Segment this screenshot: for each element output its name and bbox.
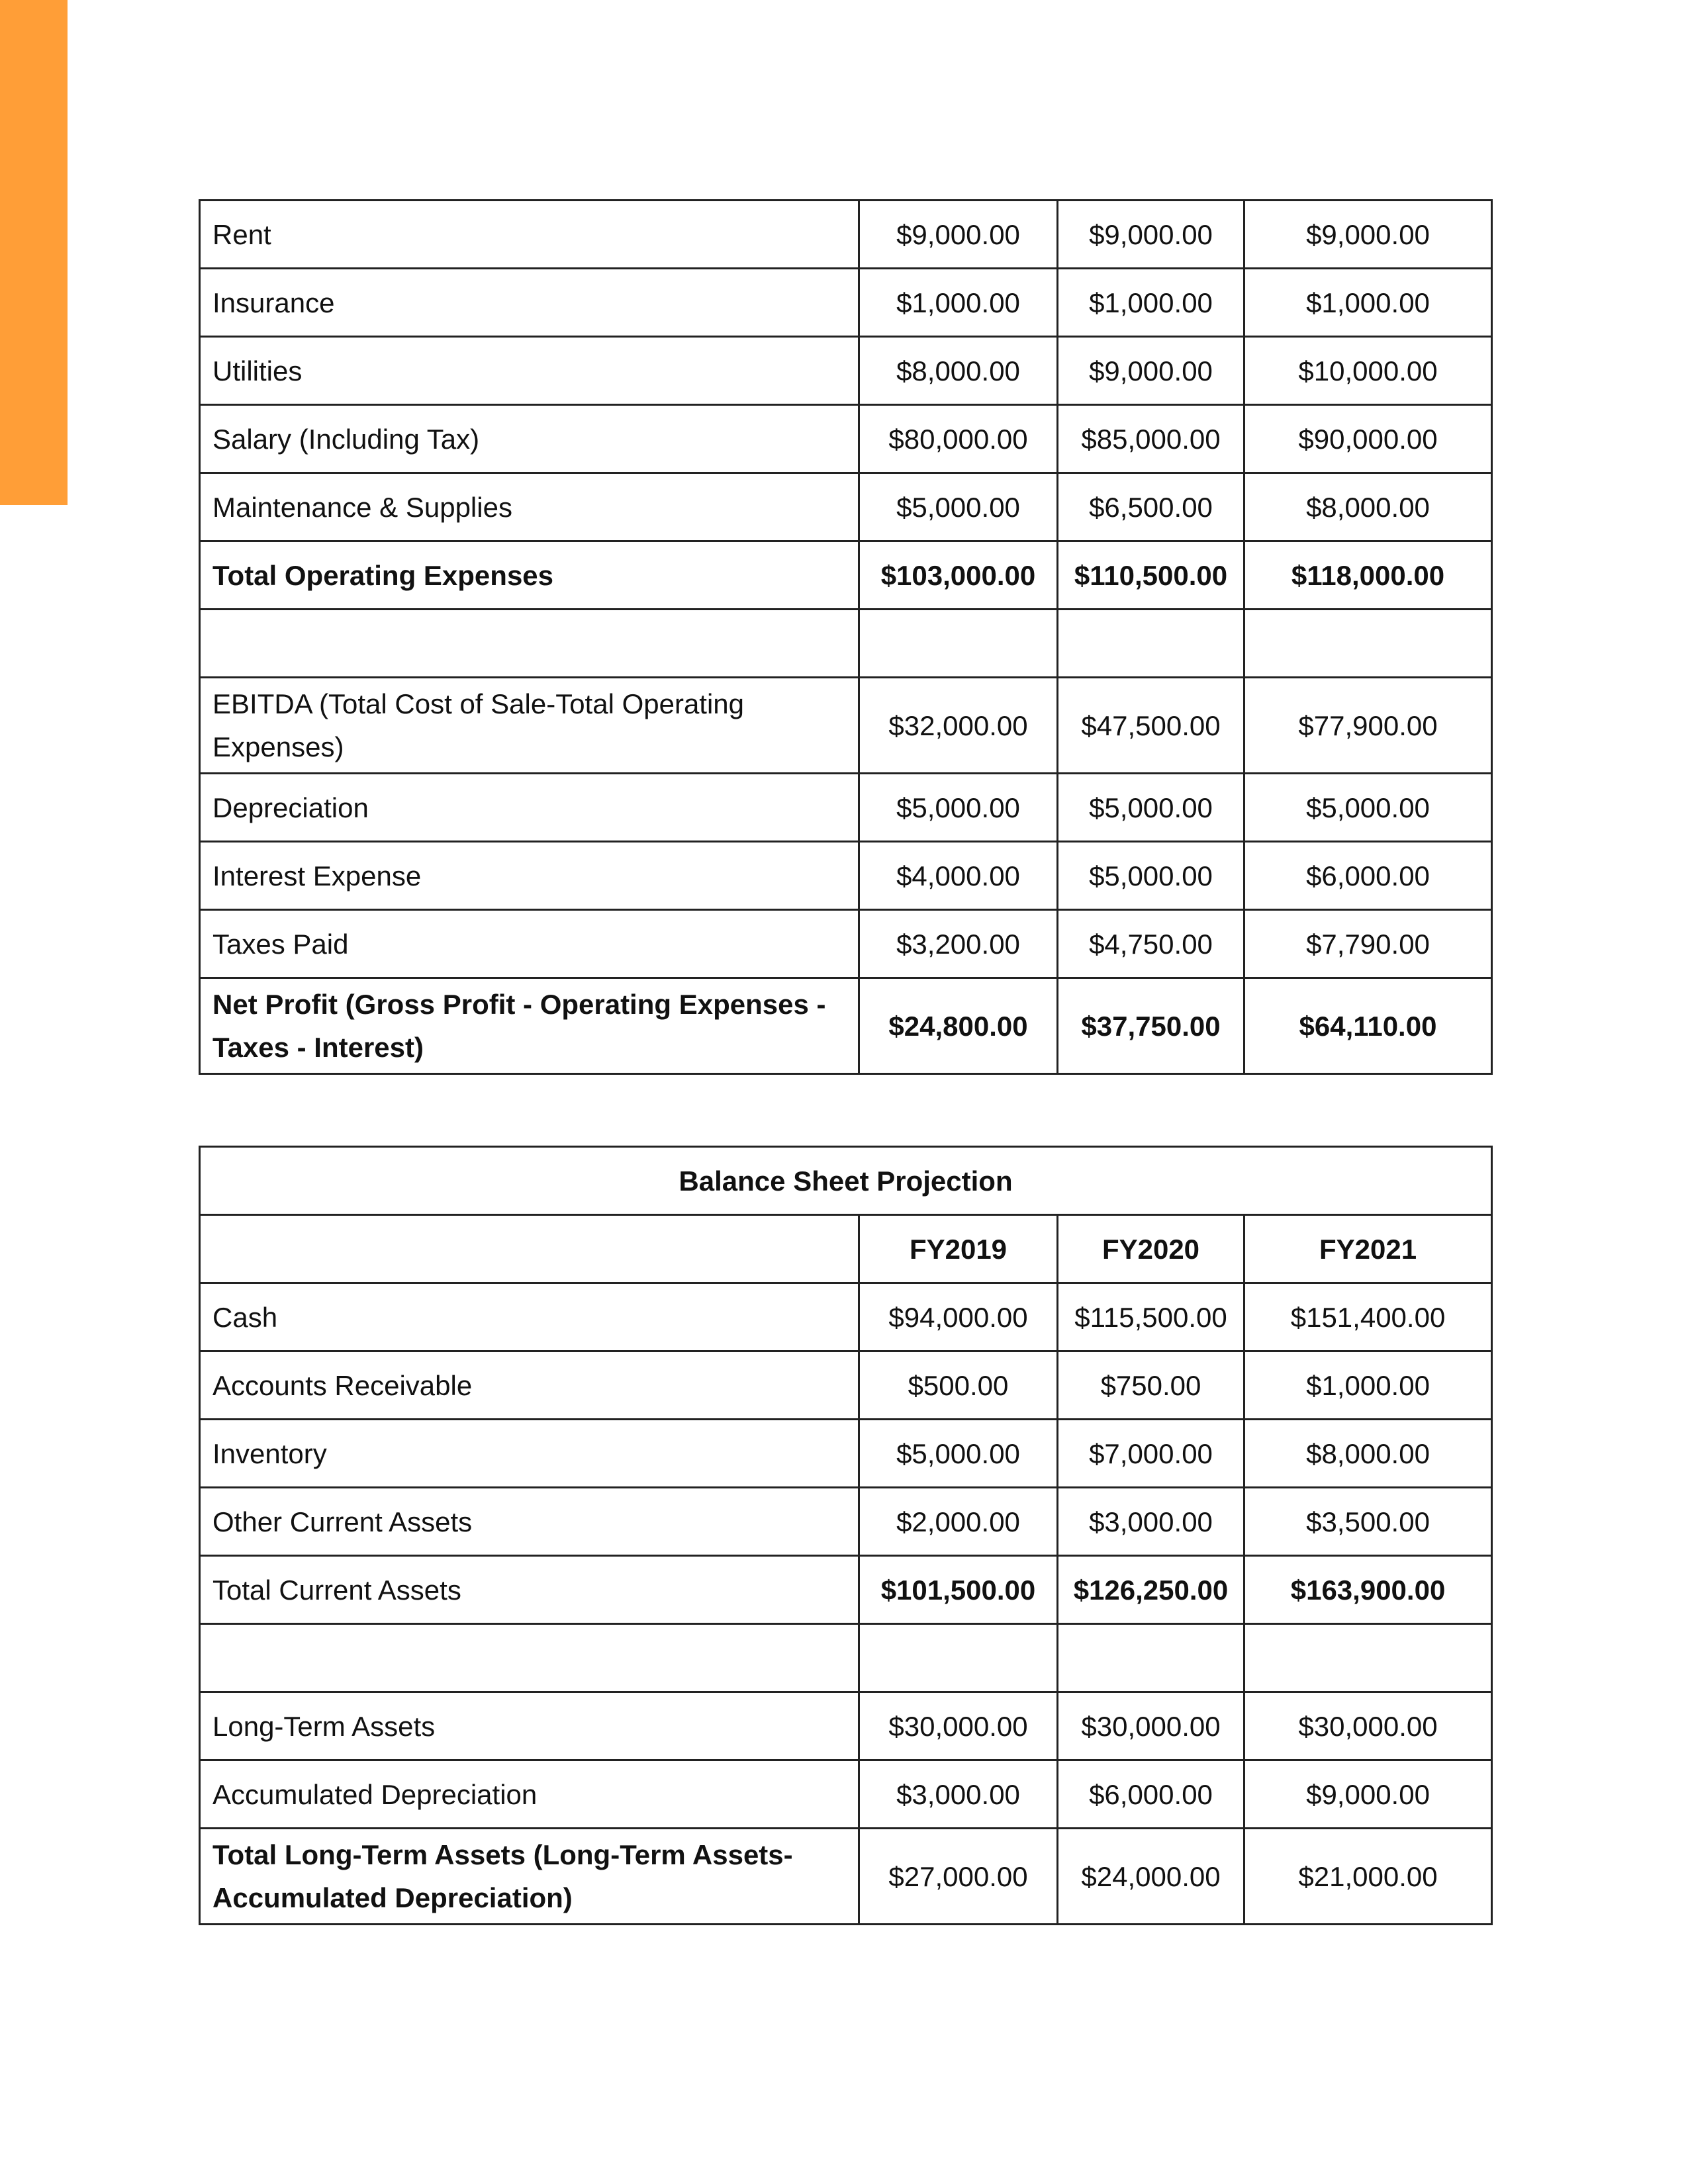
row-label: Total Operating Expenses	[200, 541, 859, 610]
row-label: Accumulated Depreciation	[200, 1760, 859, 1829]
row-label: Rent	[200, 201, 859, 269]
row-label	[200, 1624, 859, 1692]
value-cell: $77,900.00	[1244, 678, 1492, 774]
row-label: Inventory	[200, 1420, 859, 1488]
table-row	[200, 1283, 1492, 1351]
value-cell: $30,000.00	[1058, 1692, 1244, 1760]
value-cell: $5,000.00	[1058, 842, 1244, 910]
value-cell: $30,000.00	[1244, 1692, 1492, 1760]
table-row	[200, 337, 1492, 405]
value-cell: $500.00	[859, 1351, 1058, 1420]
value-cell	[859, 610, 1058, 678]
value-cell: $151,400.00	[1244, 1283, 1492, 1351]
table-row	[200, 473, 1492, 541]
net-profit-row	[200, 978, 1492, 1074]
table-row	[200, 201, 1492, 269]
value-cell: $5,000.00	[859, 473, 1058, 541]
table-row	[200, 1351, 1492, 1420]
header-row	[200, 1215, 1492, 1283]
value-cell	[1058, 610, 1244, 678]
value-cell: $90,000.00	[1244, 405, 1492, 473]
table-row	[200, 910, 1492, 978]
empty-row	[200, 1624, 1492, 1692]
row-label: Other Current Assets	[200, 1488, 859, 1556]
value-cell: $47,500.00	[1058, 678, 1244, 774]
row-label: Net Profit (Gross Profit - Operating Expenses - Taxes - Interest)	[200, 978, 859, 1074]
total-cell: $24,800.00	[859, 978, 1058, 1074]
value-cell: $1,000.00	[1244, 269, 1492, 337]
value-cell: $3,500.00	[1244, 1488, 1492, 1556]
value-cell: $24,000.00	[1058, 1829, 1244, 1925]
row-label: Salary (Including Tax)	[200, 405, 859, 473]
row-label: Total Long-Term Assets (Long-Term Assets-Accumulated Depreciation)	[200, 1829, 859, 1925]
value-cell: $94,000.00	[859, 1283, 1058, 1351]
value-cell	[859, 1624, 1058, 1692]
value-cell: $3,200.00	[859, 910, 1058, 978]
table-row	[200, 1692, 1492, 1760]
table-row	[200, 842, 1492, 910]
value-cell: $1,000.00	[1058, 269, 1244, 337]
value-cell: $9,000.00	[859, 201, 1058, 269]
value-cell: $30,000.00	[859, 1692, 1058, 1760]
total-cell: $110,500.00	[1058, 541, 1244, 610]
value-cell: $80,000.00	[859, 405, 1058, 473]
table-row	[200, 678, 1492, 774]
value-cell: $9,000.00	[1244, 201, 1492, 269]
total-row	[200, 1556, 1492, 1624]
value-cell: $8,000.00	[1244, 1420, 1492, 1488]
value-cell: $5,000.00	[1244, 774, 1492, 842]
value-cell: $5,000.00	[859, 1420, 1058, 1488]
total-cell: $118,000.00	[1244, 541, 1492, 610]
total-row	[200, 1829, 1492, 1925]
value-cell: $8,000.00	[1244, 473, 1492, 541]
row-label: Long-Term Assets	[200, 1692, 859, 1760]
value-cell: $10,000.00	[1244, 337, 1492, 405]
row-label: Depreciation	[200, 774, 859, 842]
row-label: EBITDA (Total Cost of Sale-Total Operating Expenses)	[200, 678, 859, 774]
row-label: Utilities	[200, 337, 859, 405]
row-label: Interest Expense	[200, 842, 859, 910]
table-title-row	[200, 1147, 1492, 1215]
row-label: Maintenance & Supplies	[200, 473, 859, 541]
row-label	[200, 610, 859, 678]
value-cell: $6,000.00	[1058, 1760, 1244, 1829]
total-cell: $163,900.00	[1244, 1556, 1492, 1624]
value-cell: $5,000.00	[1058, 774, 1244, 842]
balance-sheet-table	[199, 1146, 1493, 1925]
value-cell: $9,000.00	[1058, 201, 1244, 269]
column-header: FY2021	[1244, 1215, 1492, 1283]
column-header	[200, 1215, 859, 1283]
total-cell: $103,000.00	[859, 541, 1058, 610]
table-row	[200, 269, 1492, 337]
value-cell: $3,000.00	[859, 1760, 1058, 1829]
row-label: Insurance	[200, 269, 859, 337]
table-row	[200, 405, 1492, 473]
total-cell: $101,500.00	[859, 1556, 1058, 1624]
table-row	[200, 1420, 1492, 1488]
row-label: Total Current Assets	[200, 1556, 859, 1624]
table-row	[200, 1488, 1492, 1556]
value-cell: $27,000.00	[859, 1829, 1058, 1925]
table-title: Balance Sheet Projection	[200, 1147, 1492, 1215]
value-cell: $4,000.00	[859, 842, 1058, 910]
value-cell: $21,000.00	[1244, 1829, 1492, 1925]
value-cell: $6,000.00	[1244, 842, 1492, 910]
value-cell: $7,000.00	[1058, 1420, 1244, 1488]
value-cell: $4,750.00	[1058, 910, 1244, 978]
value-cell: $85,000.00	[1058, 405, 1244, 473]
value-cell: $7,790.00	[1244, 910, 1492, 978]
row-label: Accounts Receivable	[200, 1351, 859, 1420]
operating-expenses-table	[199, 199, 1493, 1075]
row-label: Taxes Paid	[200, 910, 859, 978]
table-row	[200, 774, 1492, 842]
total-cell: $126,250.00	[1058, 1556, 1244, 1624]
value-cell: $2,000.00	[859, 1488, 1058, 1556]
row-label: Cash	[200, 1283, 859, 1351]
total-cell: $37,750.00	[1058, 978, 1244, 1074]
value-cell	[1244, 1624, 1492, 1692]
value-cell: $5,000.00	[859, 774, 1058, 842]
value-cell: $8,000.00	[859, 337, 1058, 405]
table-row	[200, 1760, 1492, 1829]
value-cell: $9,000.00	[1058, 337, 1244, 405]
value-cell	[1244, 610, 1492, 678]
column-header: FY2020	[1058, 1215, 1244, 1283]
value-cell	[1058, 1624, 1244, 1692]
value-cell: $3,000.00	[1058, 1488, 1244, 1556]
total-cell: $64,110.00	[1244, 978, 1492, 1074]
value-cell: $6,500.00	[1058, 473, 1244, 541]
value-cell: $1,000.00	[859, 269, 1058, 337]
empty-row	[200, 610, 1492, 678]
value-cell: $32,000.00	[859, 678, 1058, 774]
value-cell: $115,500.00	[1058, 1283, 1244, 1351]
total-row	[200, 541, 1492, 610]
value-cell: $9,000.00	[1244, 1760, 1492, 1829]
orange-accent-bar	[0, 0, 68, 505]
value-cell: $1,000.00	[1244, 1351, 1492, 1420]
column-header: FY2019	[859, 1215, 1058, 1283]
value-cell: $750.00	[1058, 1351, 1244, 1420]
